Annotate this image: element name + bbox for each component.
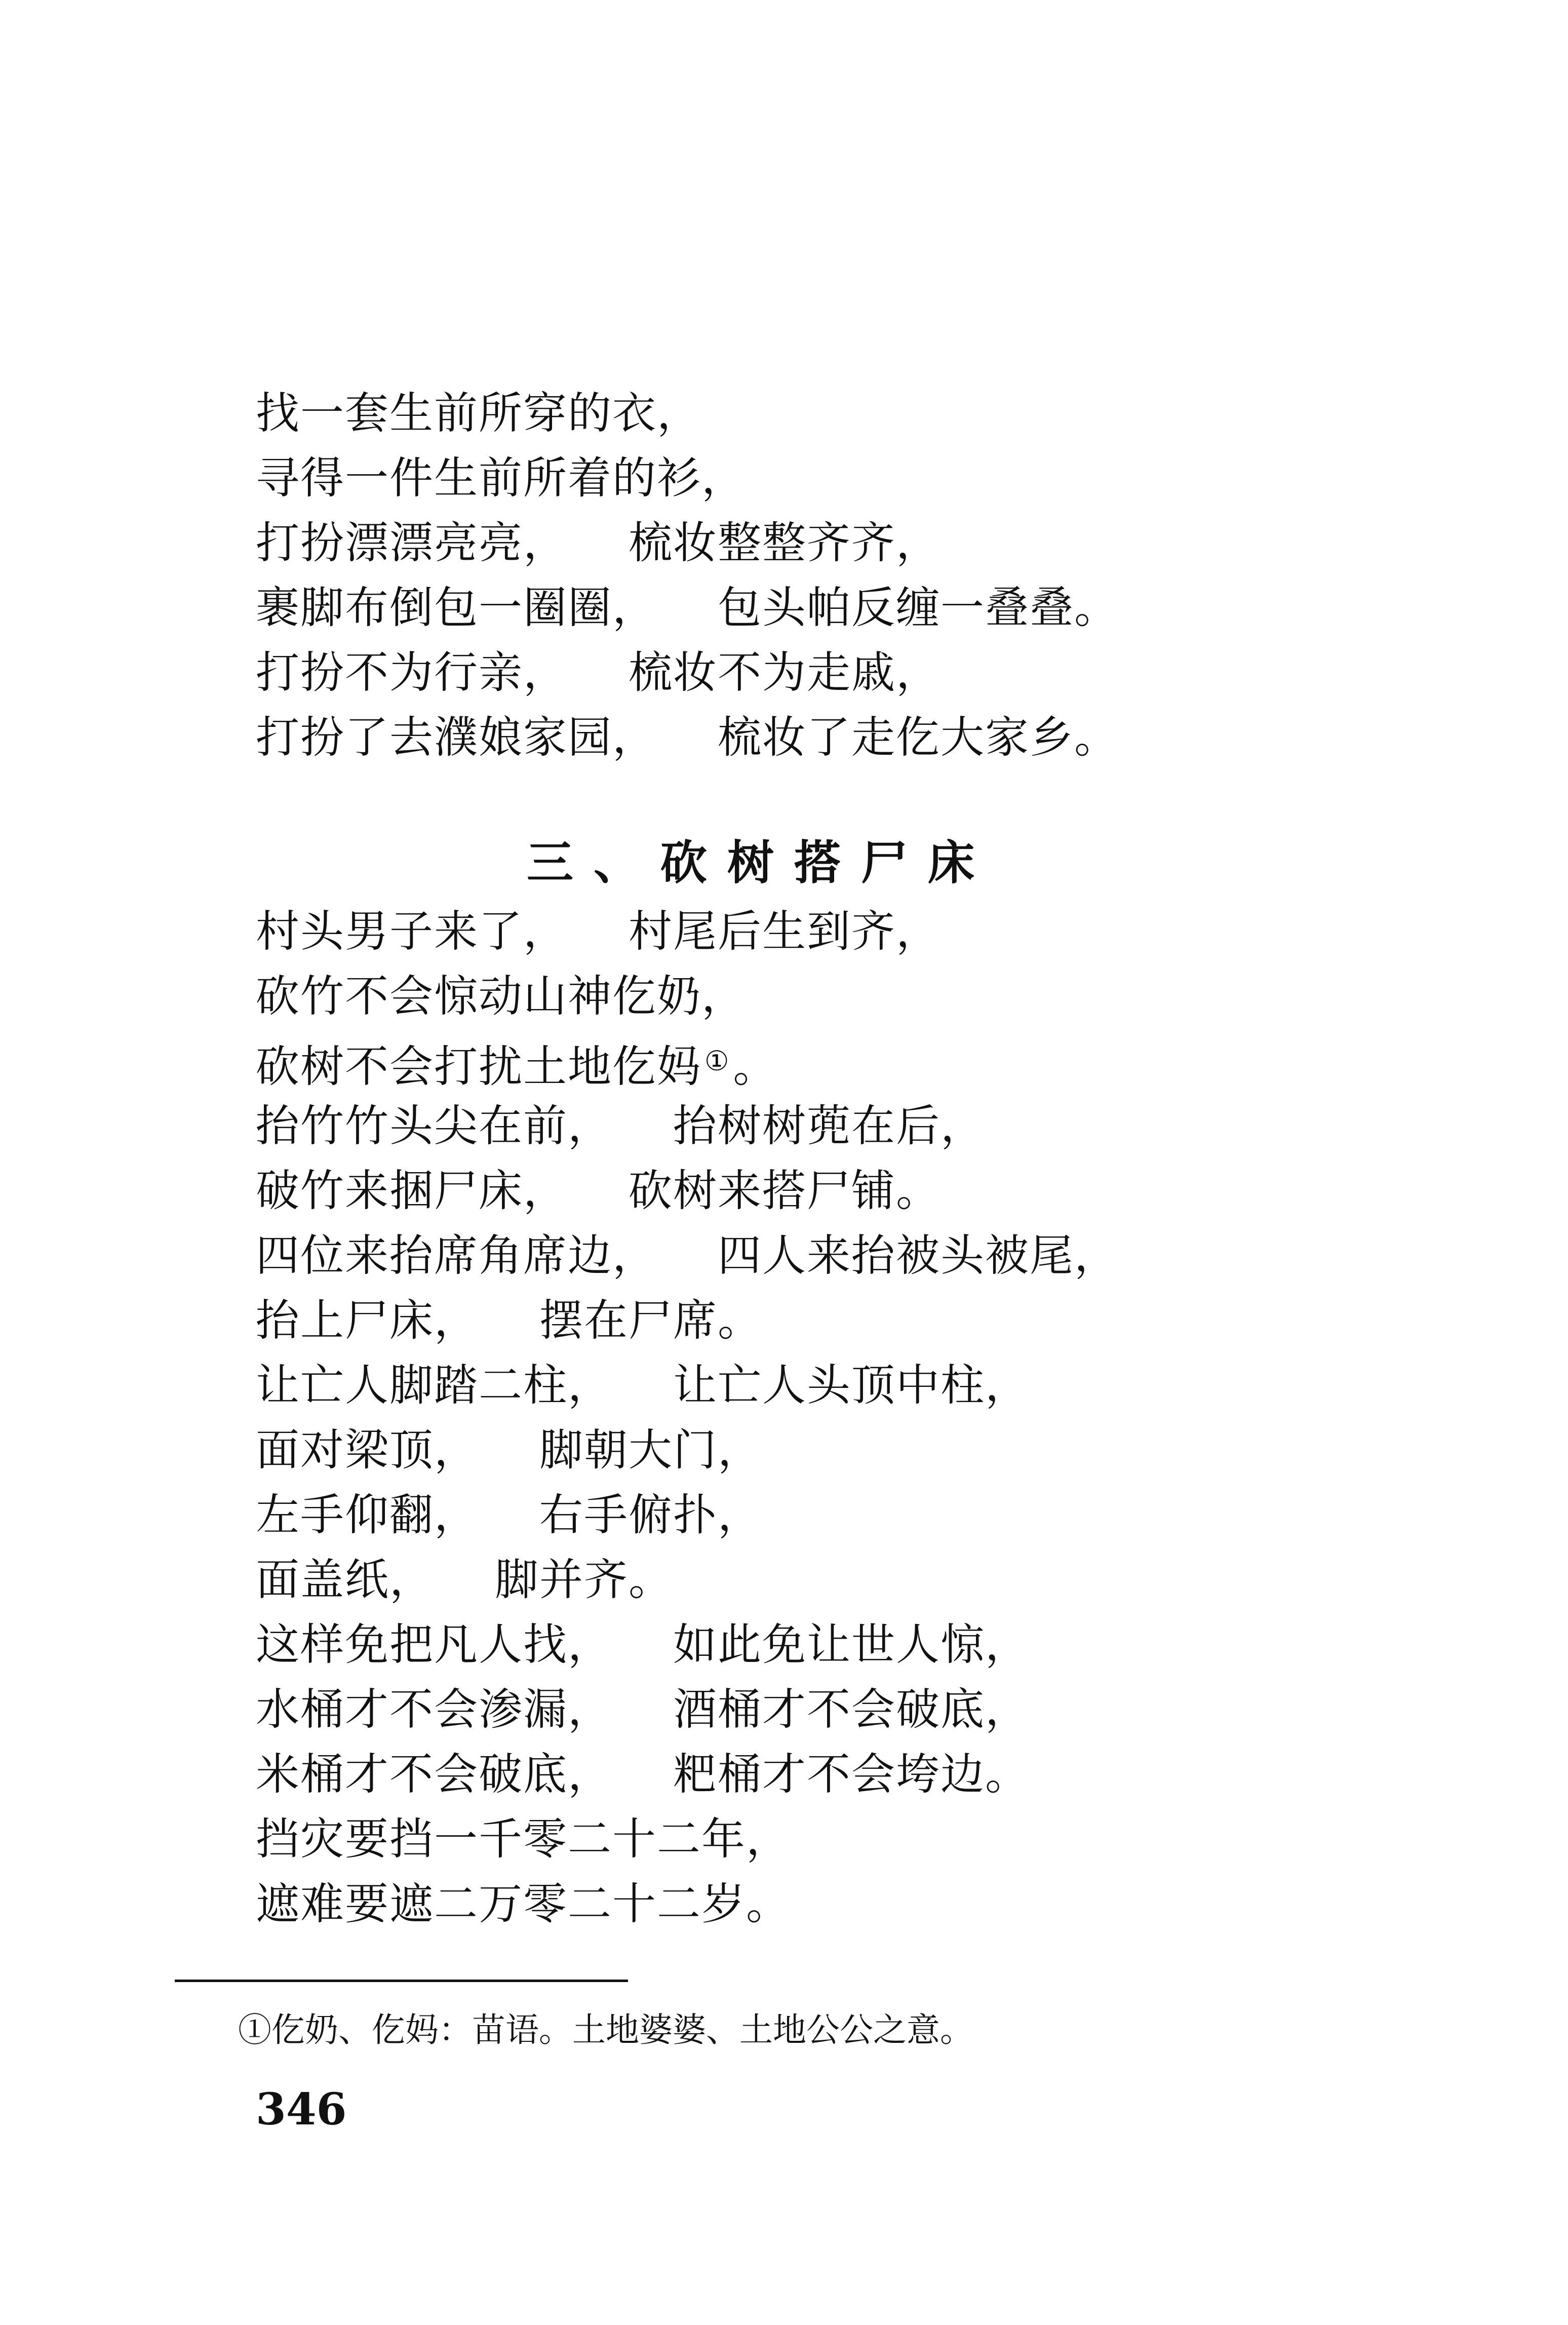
verse-line: 水桶才不会渗漏， 酒桶才不会破底， — [256, 1684, 1030, 1735]
verse-line: 打扮漂漂亮亮， 梳妆整整齐齐， — [256, 518, 940, 568]
verse-line: 让亡人脚踏二柱， 让亡人头顶中柱， — [256, 1360, 1030, 1411]
verse-line: 砍竹不会惊动山神仡奶， — [256, 971, 746, 1022]
verse-line: 打扮了去濮娘家园， 梳妆了走仡大家乡。 — [256, 712, 1119, 763]
verse-line: 寻得一件生前所着的衫， — [256, 453, 746, 503]
verse-line: 面对梁顶， 脚朝大门， — [256, 1425, 762, 1476]
verse-line: 这样免把凡人找， 如此免让世人惊， — [256, 1619, 1030, 1670]
verse-line: 面盖纸， 脚并齐。 — [256, 1555, 673, 1605]
page-number: 346 — [256, 2084, 347, 2135]
footnote-divider — [175, 1980, 628, 1982]
verse-line: 破竹来捆尸床， 砍树来搭尸铺。 — [256, 1166, 940, 1216]
verse-line: 米桶才不会破底， 粑桶才不会垮边。 — [256, 1749, 1030, 1800]
footnote-marker: ① — [704, 1045, 730, 1077]
verse-block-2 — [256, 899, 1395, 1936]
verse-line: 四位来抬席角席边， 四人来抬被头被尾， — [256, 1230, 1119, 1281]
verse-line: 村头男子来了， 村尾后生到齐， — [256, 906, 940, 957]
verse-line: 砍树不会打扰土地仡妈 ①。 — [256, 1029, 1395, 1094]
verse-line: 抬竹竹头尖在前， 抬树树蔸在后， — [256, 1101, 985, 1151]
verse-line: 裹脚布倒包一圈圈， 包头帕反缠一叠叠。 — [256, 583, 1119, 633]
verse-block-1 — [256, 381, 1395, 770]
verse-line: 左手仰翻， 右手俯扑， — [256, 1490, 762, 1540]
verse-line: 遮难要遮二万零二十二岁。 — [256, 1879, 791, 1929]
verse-line: 抬上尸床， 摆在尸席。 — [256, 1295, 762, 1346]
verse-line: 找一套生前所穿的衣， — [256, 388, 701, 439]
verse-line: 挡灾要挡一千零二十二年， — [256, 1814, 791, 1865]
verse-line: 打扮不为行亲， 梳妆不为走戚， — [256, 647, 940, 698]
footnote: ①仡奶、仡妈：苗语。土地婆婆、土地公公之意。 — [238, 2010, 973, 2049]
section-heading: 三、砍树搭尸床 — [527, 836, 995, 890]
